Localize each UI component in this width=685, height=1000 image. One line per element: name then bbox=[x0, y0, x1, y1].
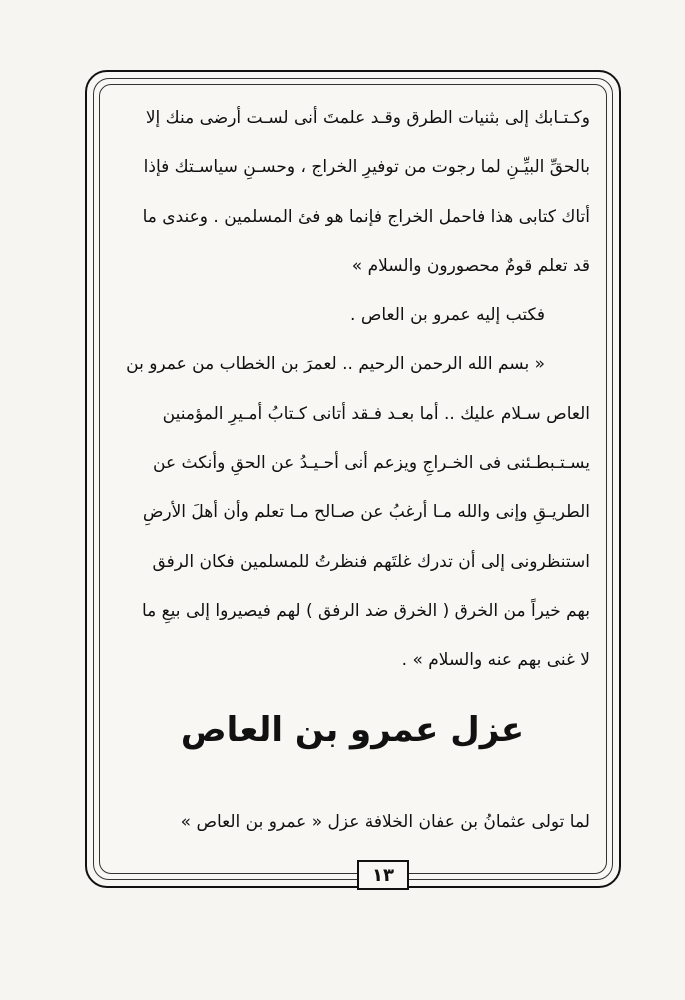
text-line-3: أتاك كتابى هذا فاحمل الخراج فإنما هو فئ المسلمين . وعندى ما bbox=[142, 206, 590, 227]
page-number-box bbox=[357, 860, 409, 890]
paragraph-reply-letter bbox=[115, 340, 590, 685]
text-line-4: قد تعلم قومٌ محصورون والسلام » bbox=[351, 255, 590, 276]
text-line-1: وكـتـابك إلى بثنيات الطرق وقـد علمتَ أنى لسـت أرضى منك إلا bbox=[145, 108, 590, 128]
text-line-7: العاص سـلام عليك .. أما بعـد فـقد أتانى كـتابُ أمـيرِ المؤمنين bbox=[162, 403, 590, 424]
text-line-5: فكتب إليه عمرو بن العاص . bbox=[350, 305, 545, 326]
text-line-2: بالحقِّ البيِّـنِ لما رجوت من توفيرِ الخراج ، وحسـنِ سياسـتك فإذا bbox=[143, 157, 590, 178]
body-text bbox=[115, 94, 590, 686]
paragraph-reply-intro bbox=[115, 291, 590, 340]
section-heading: عزل عمرو بن العاص bbox=[180, 710, 525, 750]
page-number: ١٣ bbox=[372, 864, 394, 886]
text-line-8: يسـتـبطـئنى فى الخـراجِ ويزعم أنى أحـيـدُ عن الحقِ وأنكث عن bbox=[153, 453, 590, 474]
text-line-11: بهم خيراً من الخرق ( الخرق ضد الرفق ) لهم فيصيروا إلى بيعِ ما bbox=[141, 600, 590, 621]
text-line-12: لا غنى بهم عنه والسلام » . bbox=[401, 650, 590, 671]
text-line-10: استنظرونى إلى أن تدرك غلتَهم فنظرتُ للمسلمين فكان الرفق bbox=[152, 551, 590, 572]
closing-line: لما تولى عثمانُ بن عفان الخلافة عزل « عمرو بن العاص » bbox=[180, 812, 590, 832]
text-line-9: الطريـقِ وإنى والله مـا أرغبُ عن صـالح مـا تعلم وأن أهلَ الأرضِ bbox=[142, 502, 590, 523]
paragraph-letter-end bbox=[115, 94, 590, 291]
text-line-6: « بسم الله الرحمن الرحيم .. لعمرَ بن الخطاب من عمرو بن bbox=[126, 354, 545, 375]
